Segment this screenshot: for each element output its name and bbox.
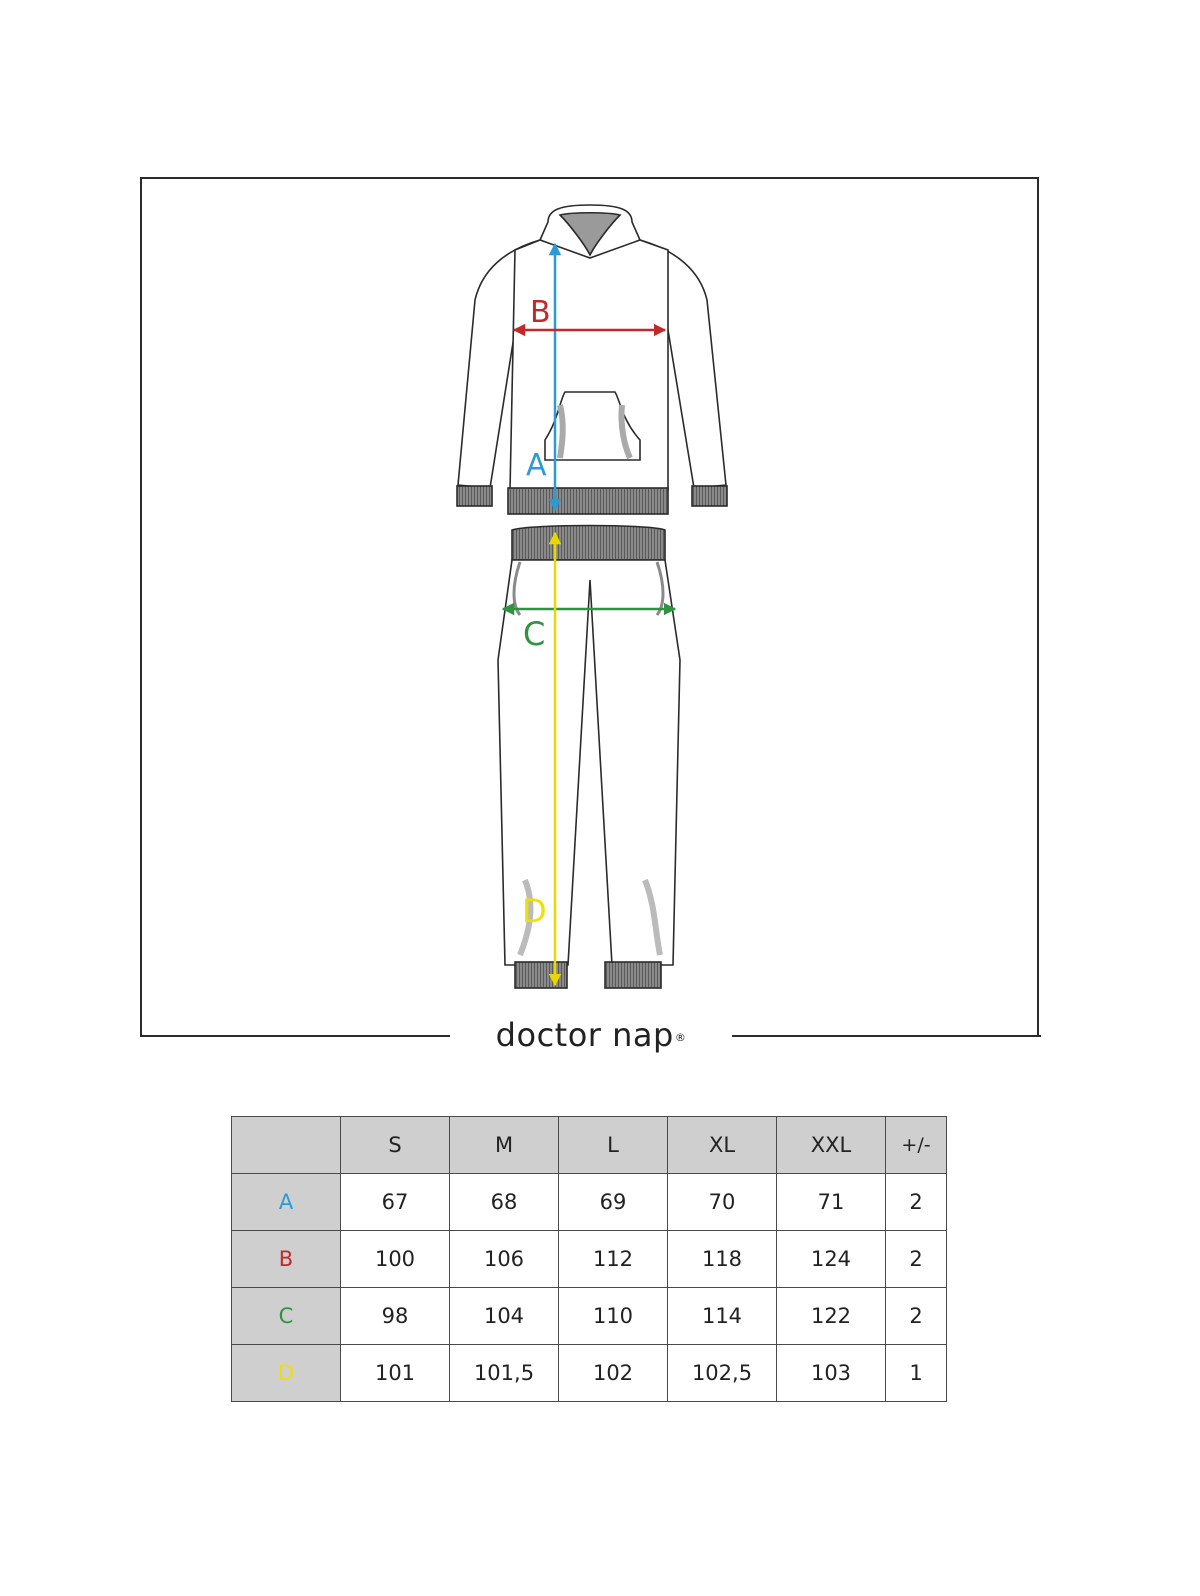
table-cell: 112 [559,1231,668,1288]
row-label-c: C [232,1288,341,1345]
table-cell: 124 [777,1231,886,1288]
measure-label-c: C [523,615,546,653]
brand-name: doctor nap [495,1016,674,1054]
row-label-a: A [232,1174,341,1231]
table-cell: 110 [559,1288,668,1345]
header-corner-cell [232,1117,341,1174]
table-cell: 102 [559,1345,668,1402]
size-table [231,1116,947,1402]
table-cell: 98 [341,1288,450,1345]
table-cell: 67 [341,1174,450,1231]
table-cell: 100 [341,1231,450,1288]
table-cell: 101 [341,1345,450,1402]
measure-label-b: B [530,295,551,330]
table-cell: 106 [450,1231,559,1288]
table-row [232,1345,947,1402]
row-label-b: B [232,1231,341,1288]
table-cell: 102,5 [668,1345,777,1402]
table-row [232,1288,947,1345]
size-table-header-row [232,1117,947,1174]
hoodie-drawing [457,205,727,514]
measure-label-a: A [526,448,547,483]
tolerance-cell: 1 [886,1345,947,1402]
table-cell: 69 [559,1174,668,1231]
header-size-s: S [341,1117,450,1174]
header-size-m: M [450,1117,559,1174]
table-cell: 104 [450,1288,559,1345]
header-size-l: L [559,1117,668,1174]
table-cell: 118 [668,1231,777,1288]
header-tolerance: +/- [886,1117,947,1174]
table-cell: 103 [777,1345,886,1402]
tolerance-cell: 2 [886,1288,947,1345]
table-cell: 101,5 [450,1345,559,1402]
tolerance-cell: 2 [886,1231,947,1288]
table-row [232,1231,947,1288]
row-label-d: D [232,1345,341,1402]
table-cell: 68 [450,1174,559,1231]
tolerance-cell: 2 [886,1174,947,1231]
table-cell: 71 [777,1174,886,1231]
registered-mark: ® [674,1030,687,1044]
table-cell: 70 [668,1174,777,1231]
measure-label-d: D [522,892,547,930]
table-cell: 122 [777,1288,886,1345]
header-size-xxl: XXL [777,1117,886,1174]
table-cell: 114 [668,1288,777,1345]
table-row [232,1174,947,1231]
header-size-xl: XL [668,1117,777,1174]
